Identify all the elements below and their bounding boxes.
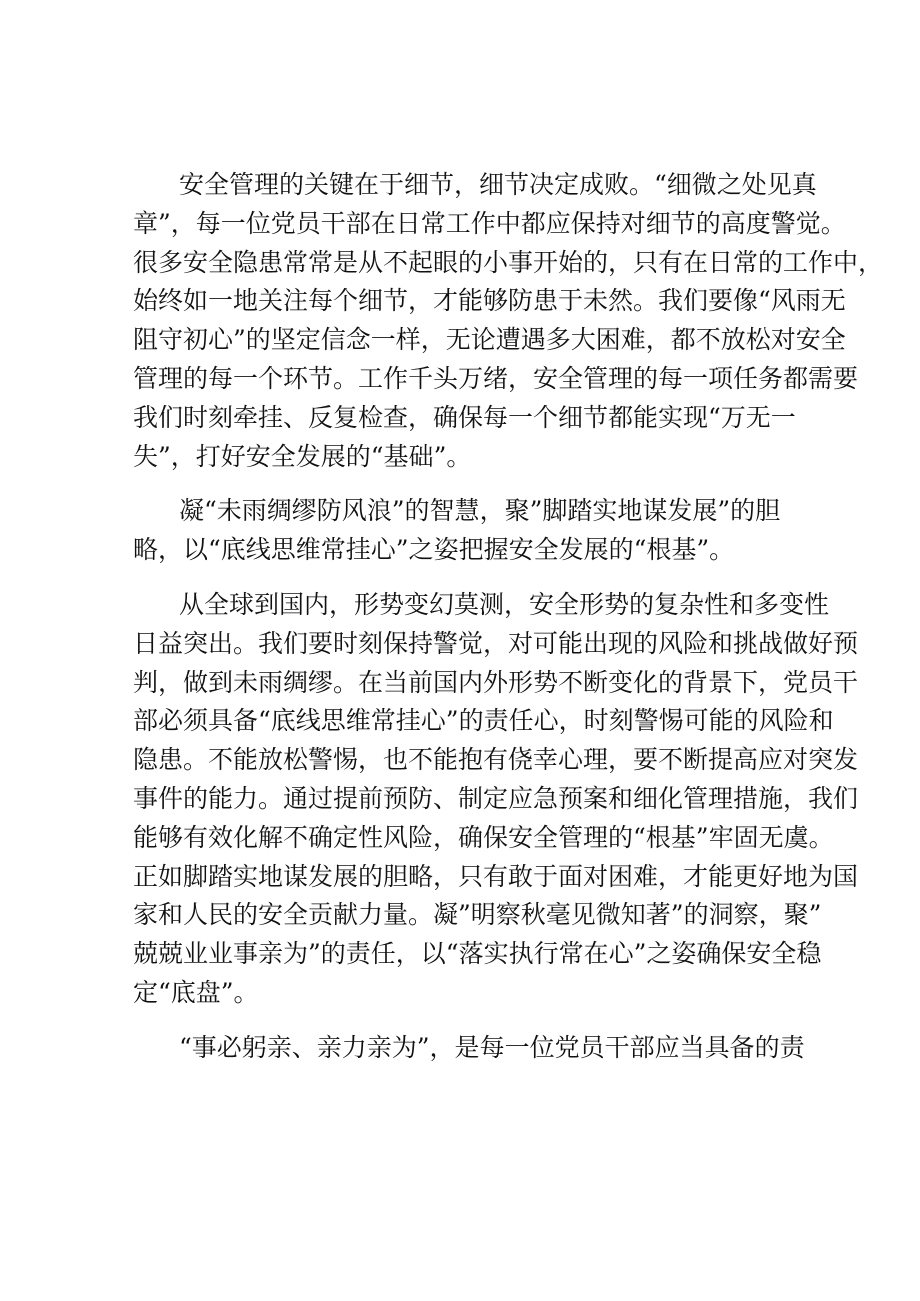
text-line: 我们时刻牵挂、反复检查，确保每一个细节都能实现“万无一 — [133, 402, 796, 432]
text-line: 兢兢业业事亲为”的责任，以“落实执行常在心”之姿确保安全稳 — [133, 939, 822, 969]
text-line: 家和人民的安全贡献力量。凝”明察秋毫见微知著”的洞察，聚” — [133, 900, 822, 930]
text-line: 正如脚踏实地谋发展的胆略，只有敢于面对困难，才能更好地为国 — [133, 861, 859, 891]
text-line: 日益突出。我们要时刻保持警觉，对可能出现的风险和挑战做好预 — [133, 628, 859, 658]
text-line: 始终如一地关注每个细节，才能够防患于未然。我们要像“风雨无 — [133, 286, 846, 316]
paragraph-1 — [133, 166, 884, 476]
text-line: 能够有效化解不确定性风险，确保安全管理的“根基”牢固无虞。 — [133, 822, 834, 852]
text-line: 判，做到未雨绸缪。在当前国内外形势不断变化的背景下，党员干 — [133, 667, 859, 697]
text-line: 略，以“底线思维常挂心”之姿把握安全发展的“根基”。 — [133, 535, 735, 565]
text-line: 定“底盘”。 — [133, 977, 259, 1007]
text-line: “事必躬亲、亲力亲为”，是每一位党员干部应当具备的责 — [179, 1032, 805, 1062]
paragraph-3 — [133, 586, 859, 1013]
text-line: 管理的每一个环节。工作千头万绪，安全管理的每一项任务都需要 — [133, 363, 859, 393]
text-line: 失”，打好安全发展的“基础”。 — [133, 441, 472, 471]
text-line: 章”，每一位党员干部在日常工作中都应保持对细节的高度警觉。 — [133, 208, 846, 238]
text-line: 部必须具备“底线思维常挂心”的责任心，时刻警惕可能的风险和 — [133, 706, 834, 736]
text-line: 阻守初心”的坚定信念一样，无论遭遇多大困难，都不放松对安全 — [133, 325, 846, 355]
text-line: 事件的能力。通过提前预防、制定应急预案和细化管理措施，我们 — [133, 783, 859, 813]
document-body — [133, 166, 884, 1084]
text-line: 从全球到国内，形势变幻莫测，安全形势的复杂性和多变性 — [179, 589, 830, 619]
paragraph-2 — [133, 492, 795, 570]
text-line: 很多安全隐患常常是从不起眼的小事开始的，只有在日常的工作中， — [133, 247, 884, 277]
text-line: 凝“未雨绸缪防风浪”的智慧，聚”脚踏实地谋发展”的胆 — [179, 496, 781, 526]
text-line: 安全管理的关键在于细节，细节决定成败。“细微之处见真 — [179, 170, 817, 199]
paragraph-4 — [133, 1029, 805, 1068]
text-line: 隐患。不能放松警惕，也不能抱有侥幸心理，要不断提高应对突发 — [133, 745, 859, 775]
